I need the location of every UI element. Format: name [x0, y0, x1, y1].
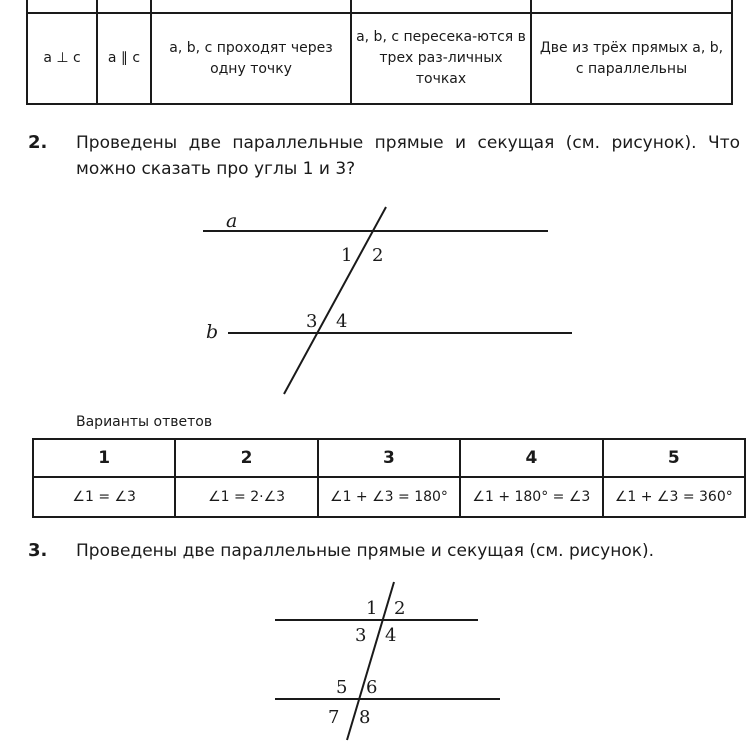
question-3-number: 3. — [28, 540, 48, 561]
angle-label-3: 3 — [355, 625, 367, 646]
angle-label-5: 5 — [336, 677, 348, 698]
label-line-b: b — [206, 321, 219, 343]
table-cell-parallel: a ∥ c — [97, 13, 151, 104]
table-cell-one-point: a, b, c проходят через одну точку — [151, 13, 351, 104]
label-line-a: a — [226, 210, 238, 232]
angle-label-8: 8 — [359, 707, 371, 728]
answer-option-4: ∠1 + 180° = ∠3 — [460, 477, 602, 517]
angle-label-2: 2 — [394, 598, 406, 619]
table-cell-two-parallel: Две из трёх прямых a, b, c параллельны — [531, 13, 732, 104]
answer-header-1: 1 — [33, 439, 175, 477]
angle-label-2: 2 — [372, 245, 384, 266]
angle-label-3: 3 — [306, 311, 318, 332]
question-2-number: 2. — [28, 132, 48, 153]
angle-label-1: 1 — [341, 245, 353, 266]
variants-title: Варианты ответов — [76, 414, 213, 430]
answer-option-1: ∠1 = ∠3 — [33, 477, 175, 517]
answer-header-4: 4 — [460, 439, 602, 477]
question-2-text: Проведены две параллельные прямые и секущая (см. рисунок). Что можно сказать про углы 1 и 3? — [76, 133, 740, 179]
answer-option-5: ∠1 + ∠3 = 360° — [603, 477, 745, 517]
answer-header-3: 3 — [318, 439, 460, 477]
angle-label-1: 1 — [366, 598, 378, 619]
angle-label-7: 7 — [328, 707, 340, 728]
question-3-text: Проведены две параллельные прямые и секущая (см. рисунок). — [76, 541, 655, 561]
angle-label-4: 4 — [336, 311, 348, 332]
table-cell-perpendicular: a ⊥ c — [27, 13, 97, 104]
answer-option-2: ∠1 = 2·∠3 — [175, 477, 317, 517]
table-cell-three-points: a, b, c пересека-ются в трех раз-личных точках — [351, 13, 531, 104]
angle-label-6: 6 — [366, 677, 378, 698]
answer-header-2: 2 — [175, 439, 317, 477]
answer-header-5: 5 — [603, 439, 745, 477]
answer-option-3: ∠1 + ∠3 = 180° — [318, 477, 460, 517]
angle-label-4: 4 — [385, 625, 397, 646]
